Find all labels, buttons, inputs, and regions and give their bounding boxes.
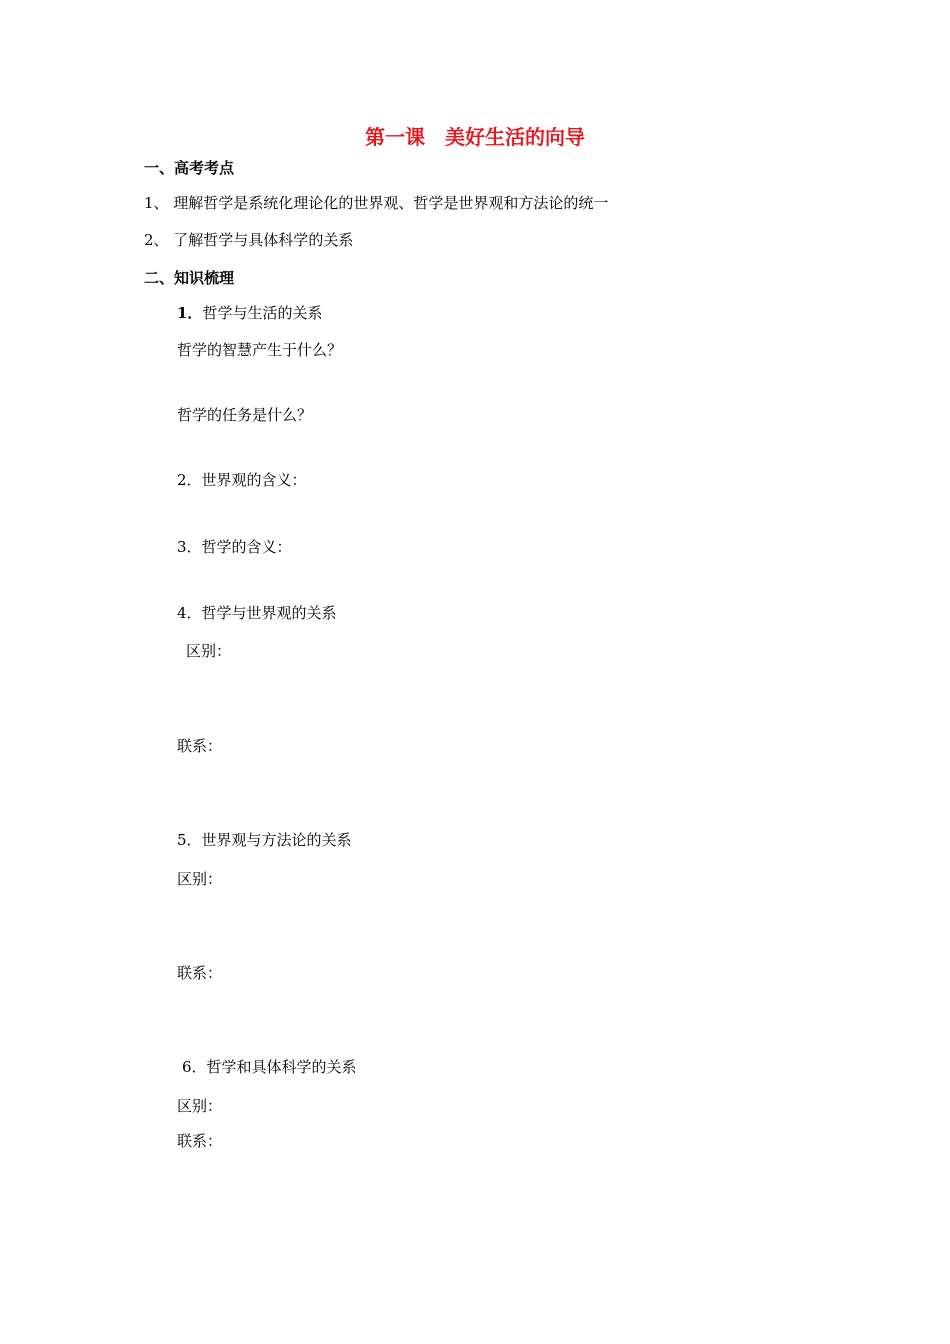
knowledge-item-1-number: 1． xyxy=(177,304,203,322)
exam-point-1: 1、 理解哲学是系统化理论化的世界观、哲学是世界观和方法论的统一 xyxy=(144,194,609,212)
item-6-connection: 联系： xyxy=(177,1132,223,1150)
section-heading-exam-points: 一、高考考点 xyxy=(144,159,235,177)
item-5-connection: 联系： xyxy=(177,964,223,982)
knowledge-item-2: 2．世界观的含义： xyxy=(177,471,307,489)
item-4-connection: 联系： xyxy=(177,737,223,755)
section-heading-knowledge: 二、知识梳理 xyxy=(144,269,235,287)
item-6-difference: 区别： xyxy=(177,1097,223,1115)
knowledge-item-4: 4．哲学与世界观的关系 xyxy=(177,604,337,622)
question-wisdom-origin: 哲学的智慧产生于什么？ xyxy=(177,341,343,359)
knowledge-item-1-label: 哲学与生活的关系 xyxy=(202,304,323,322)
exam-point-2: 2、 了解哲学与具体科学的关系 xyxy=(144,231,354,249)
knowledge-item-3: 3．哲学的含义： xyxy=(177,538,292,556)
item-5-difference: 区别： xyxy=(177,870,223,888)
knowledge-item-5: 5．世界观与方法论的关系 xyxy=(177,831,352,849)
knowledge-item-1 xyxy=(177,303,322,323)
knowledge-item-6: 6．哲学和具体科学的关系 xyxy=(182,1058,357,1076)
item-4-difference: 区别： xyxy=(186,642,232,660)
question-philosophy-task: 哲学的任务是什么？ xyxy=(177,406,313,424)
page-title: 第一课 美好生活的向导 xyxy=(365,125,585,149)
